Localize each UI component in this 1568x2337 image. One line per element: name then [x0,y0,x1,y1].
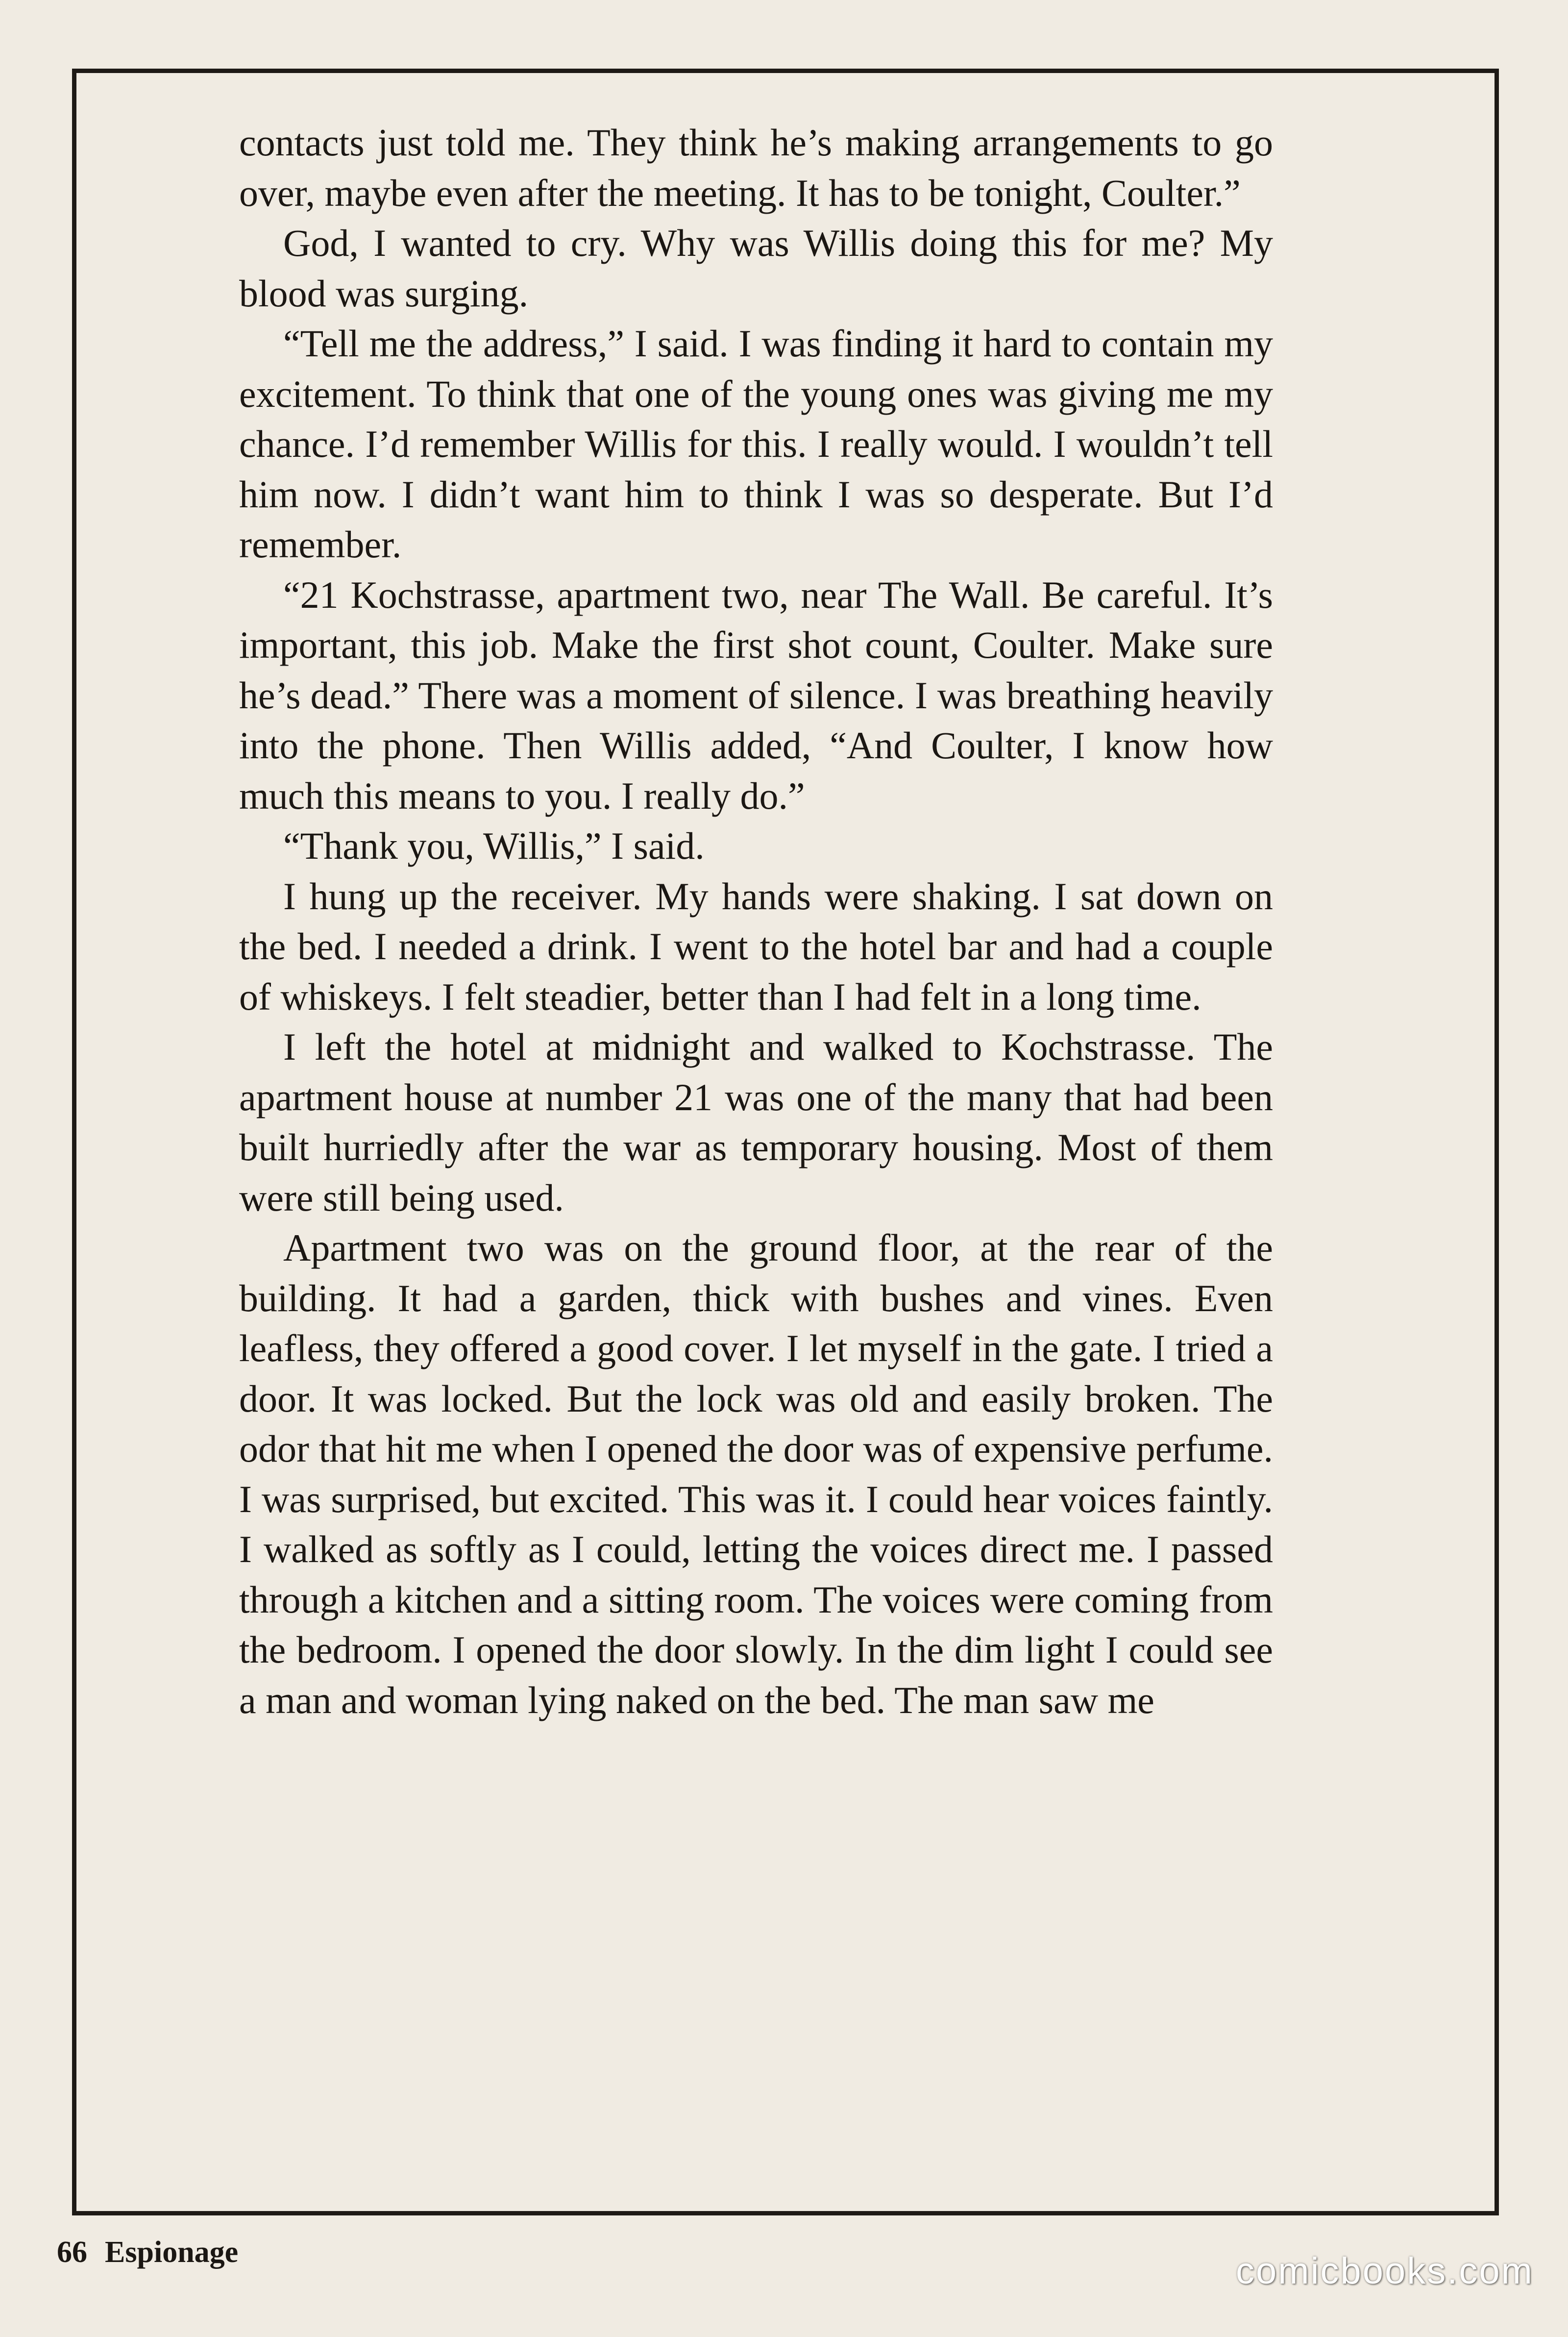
story-paragraph: I hung up the receiver. My hands were shaking. I sat down on the bed. I needed a drink. I went to the hotel bar and had a couple of whiskeys. I felt steadier, better than I had felt in a long time. [239,874,1273,1018]
page-footer [57,2235,238,2270]
story-paragraph: I left the hotel at midnight and walked to Kochstrasse. The apartment house at number 21 was one of the many that had been built hurriedly after the war as temporary housing. Most of them were still being used. [239,1025,1273,1219]
story-paragraph: “Thank you, Willis,” I said. [283,824,705,867]
story-text-column [239,118,1273,1725]
story-paragraph: “Tell me the address,” I said. I was finding it hard to contain my excitement. To think that one of the young ones was giving me my chance. I’d remember Willis for this. I really would. I wouldn’t tell him now. I didn’t want him to think I was so desperate. But I’d remember. [239,322,1273,566]
story-paragraph: God, I wanted to cry. Why was Willis doing this for me? My blood was surging. [239,222,1273,315]
site-watermark: comicbooks.com [1236,2250,1534,2292]
story-paragraph: “21 Kochstrasse, apartment two, near The Wall. Be careful. It’s important, this job. Make the first shot count, Coulter. Make sure he’s dead.” There was a moment of silence. I was breathing heavily into the phone. Then Willis added, “And Coulter, I know how much this means to you. I really do.” [239,573,1273,817]
page-number: 66 [57,2236,87,2269]
story-paragraph: Apartment two was on the ground floor, at the rear of the building. It had a garden, thick with bushes and vines. Even leafless, they offered a good cover. I let myself in the gate. I tried a door. It was locked. But the lock was old and easily broken. The odor that hit me when I opened the door was of expensive perfume. I was surprised, but excited. This was it. I could hear voices faintly. I walked as softly as I could, letting the voices direct me. I passed through a kitchen and a sitting room. The voices were coming from the bedroom. I opened the door slowly. In the dim light I could see a man and woman lying naked on the bed. The man saw me [239,1226,1273,1721]
publication-title: Espionage [105,2236,239,2269]
story-paragraph: contacts just told me. They think he’s making arrangements to go over, maybe even after the meeting. It has to be tonight, Coulter.” [239,121,1273,214]
